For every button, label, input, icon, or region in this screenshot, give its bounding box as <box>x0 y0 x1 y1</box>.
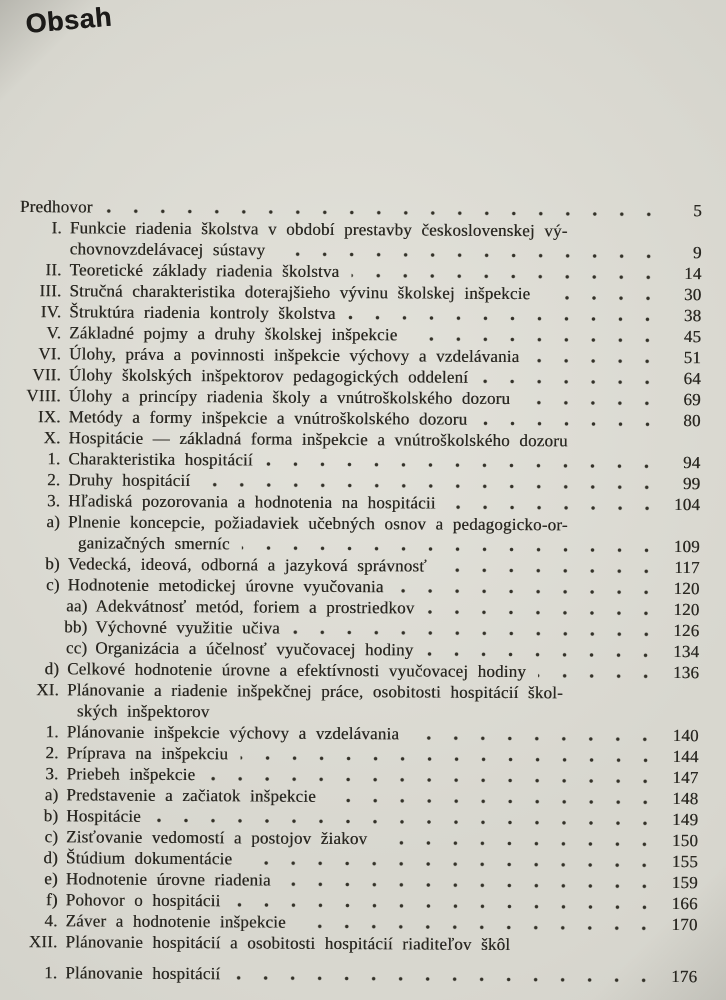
dot-leader <box>425 650 659 658</box>
toc-entry-marker: 3. <box>45 764 59 784</box>
toc-page-number: 134 <box>673 641 700 662</box>
toc-entry-marker: 1. <box>44 963 58 983</box>
toc-entry-marker: 4. <box>44 911 58 931</box>
toc-entry-title: Predstavenie a začiatok inšpekcie <box>66 785 316 806</box>
toc-page-number: 64 <box>683 369 701 389</box>
toc-page-number: 120 <box>673 599 700 620</box>
toc-entry-marker: II. <box>45 260 62 280</box>
dot-leader <box>244 859 658 869</box>
toc-entry-marker: cc) <box>65 638 88 658</box>
toc-entry-title: Štruktúra riadenia kontroly školstva <box>69 302 336 323</box>
toc-entry-title: chovnovzdelávacej sústavy <box>69 239 266 260</box>
toc-page-number: 144 <box>672 746 699 767</box>
toc-page-number: 38 <box>683 306 702 326</box>
toc-entry-title: ganizačných smerníc <box>77 533 230 554</box>
toc-entry-title: Vedecká, ideová, odborná a jazyková správnosť <box>67 554 427 576</box>
dot-leader <box>480 378 661 386</box>
toc-entry-marker: d) <box>44 659 60 679</box>
toc-entry-title: Funkcie riadenia školstva v období prestavby československej vý- <box>69 218 568 241</box>
toc-page-number: 140 <box>672 725 699 746</box>
toc-entry-title: Štúdium dokumentácie <box>65 848 233 869</box>
toc-entry-marker: f) <box>45 890 58 910</box>
toc-entry-title: Hľadiská pozorovania a hodnotenia na hospitácii <box>68 491 436 513</box>
dot-leader <box>232 974 657 984</box>
toc-entry-title: Základné pojmy a druhy školskej inšpekcie <box>69 323 398 345</box>
toc-entry-marker: c) <box>44 827 59 847</box>
toc-entry-marker: 3. <box>46 491 61 511</box>
dot-leader <box>207 775 658 785</box>
dot-leader <box>580 231 662 239</box>
toc-entry-marker: VI. <box>38 344 62 364</box>
toc-entry-marker: III. <box>39 281 62 301</box>
toc-page-number: 126 <box>673 620 700 641</box>
toc-entry-marker: a) <box>46 512 61 532</box>
toc-entry-marker: VII. <box>32 365 61 385</box>
toc-entry-marker: 1. <box>45 722 59 742</box>
toc-entry-title: Stručná charakteristika doterajšieho vývinu školskej inšpekcie <box>69 281 531 304</box>
toc-entry-title: Druhy hospitácií <box>68 470 191 491</box>
toc-page-number: 109 <box>673 537 700 557</box>
toc-entry-marker: b) <box>43 806 59 826</box>
toc-page-number: 30 <box>683 285 702 305</box>
toc-entry-marker: 2. <box>45 743 59 763</box>
toc-entry-title: Hospitácie <box>66 806 141 826</box>
dot-leader <box>348 314 662 323</box>
toc-row <box>15 931 697 956</box>
toc-page-number: 14 <box>684 264 702 284</box>
toc-entry-title: Plánovanie a riadenie inšpekčnej práce, osobitosti hospitácií škol- <box>66 680 563 703</box>
dot-leader <box>542 294 661 302</box>
dot-leader <box>396 587 660 596</box>
toc-entry-marker: IV. <box>40 302 62 322</box>
toc-page-number: 117 <box>674 558 700 578</box>
toc-entry-marker: XI. <box>36 680 60 700</box>
toc-page-number: 9 <box>692 243 702 263</box>
dot-leader <box>448 504 661 512</box>
toc-page-number: 159 <box>671 872 698 893</box>
toc-page-number: 104 <box>673 495 701 515</box>
toc-entry-marker: I. <box>51 218 62 238</box>
toc-entry-marker: e) <box>44 869 58 889</box>
toc-entry-title: Organizácia a účelnosť vyučovacej hodiny <box>95 638 414 660</box>
toc-page-number: 69 <box>683 390 701 410</box>
dot-leader <box>105 208 662 218</box>
dot-leader <box>221 712 658 722</box>
table-of-contents <box>15 196 702 987</box>
dot-leader <box>439 567 660 575</box>
toc-page-number: 166 <box>671 893 698 914</box>
toc-entry-title: Zisťovanie vedomostí a postojov žiakov <box>66 827 368 849</box>
dot-leader <box>538 672 659 680</box>
dot-leader <box>531 357 661 365</box>
toc-page-number: 120 <box>673 578 700 599</box>
dot-leader <box>277 251 662 260</box>
dot-leader <box>479 420 660 428</box>
toc-page-number: 150 <box>671 830 699 851</box>
toc-entry-marker: IX. <box>37 407 61 427</box>
toc-entry-title: Adekvátnosť metód, foriem a prostriedkov <box>95 596 415 618</box>
dot-leader <box>522 945 657 953</box>
toc-entry-marker: 2. <box>47 470 61 490</box>
dot-leader <box>379 839 658 848</box>
toc-entry-title: Príprava na inšpekciu <box>66 743 229 764</box>
toc-page-number: 155 <box>671 851 699 872</box>
toc-page-number: 45 <box>683 327 702 347</box>
toc-page-number: 94 <box>682 453 701 473</box>
toc-entry-title: Hodnotenie úrovne riadenia <box>65 869 271 890</box>
toc-entry-marker: aa) <box>66 596 88 616</box>
dot-leader <box>265 461 661 470</box>
dot-leader <box>153 817 658 827</box>
dot-leader <box>426 608 659 616</box>
dot-leader <box>283 881 658 890</box>
toc-page-number: 148 <box>672 788 699 809</box>
toc-entry-marker: VIII. <box>26 386 61 406</box>
toc-entry-title: ských inšpektorov <box>76 701 210 722</box>
dot-leader <box>580 525 660 532</box>
toc-entry-title: Metódy a formy inšpekcie a vnútroškolského dozoru <box>68 407 468 429</box>
toc-entry-marker: 1. <box>47 449 61 469</box>
toc-entry-title: Hodnotenie metodickej úrovne vyučovania <box>67 575 384 597</box>
toc-page-number: 149 <box>672 809 699 830</box>
dot-leader <box>232 901 657 911</box>
toc-entry-marker: c) <box>45 575 60 595</box>
toc-entry-title: Priebeh inšpekcie <box>66 764 196 785</box>
dot-leader <box>351 272 661 281</box>
toc-entry-title: Výchovné využitie učiva <box>95 617 280 638</box>
dot-leader <box>298 923 658 932</box>
toc-page-number: 147 <box>672 767 699 788</box>
dot-leader <box>240 754 659 764</box>
toc-entry-marker: V. <box>46 323 62 343</box>
toc-entry-title: Plánovanie inšpekcie výchovy a vzdelávania <box>66 722 400 744</box>
toc-entry-title: Charakteristika hospitácií <box>68 449 253 470</box>
toc-page-number: 170 <box>671 914 698 935</box>
toc-entry-title: Plánovanie hospitácií <box>65 963 221 984</box>
dot-leader <box>580 441 661 448</box>
dot-leader <box>409 335 661 344</box>
dot-leader <box>242 544 660 554</box>
toc-page-number: 176 <box>671 966 698 987</box>
dot-leader <box>202 481 660 491</box>
page-title: Obsah <box>24 1 114 40</box>
toc-page-number: 51 <box>683 348 702 368</box>
toc-entry-title: Teoretické základy riadenia školstva <box>69 260 340 281</box>
toc-entry-title: Úlohy, práva a povinnosti inšpekcie výchovy a vzdelávania <box>68 344 520 367</box>
toc-entry-title: Plnenie koncepcie, požiadaviek učebných osnov a pedagogicko-or- <box>67 512 568 535</box>
toc-page-number: 5 <box>693 201 702 221</box>
toc-entry-title: Pohovor o hospitácii <box>65 890 221 911</box>
toc-entry-title: Záver a hodnotenie inšpekcie <box>65 911 286 932</box>
toc-entry-title: Úlohy školských inšpektorov pedagogických oddelení <box>68 365 469 387</box>
toc-entry-title: Úlohy a princípy riadenia školy a vnútroškolského dozoru <box>68 386 511 408</box>
toc-entry-marker: d) <box>43 848 59 868</box>
dot-leader <box>575 693 659 701</box>
toc-entry-title: Celkové hodnotenie úrovne a efektívnosti vyučovacej hodiny <box>67 659 527 682</box>
toc-row <box>15 962 697 987</box>
toc-entry-marker: b) <box>45 554 60 574</box>
dot-leader <box>522 399 661 407</box>
dot-leader <box>292 629 659 638</box>
toc-entry-title: Plánovanie hospitácií a osobitosti hospitácií riaditeľov škôl <box>65 932 511 955</box>
toc-page-number: 99 <box>682 474 701 494</box>
toc-entry-marker: a) <box>44 785 59 805</box>
toc-entry-marker: X. <box>43 428 61 448</box>
dot-leader <box>411 734 659 743</box>
toc-entry-marker: bb) <box>64 617 88 637</box>
dot-leader <box>328 797 658 806</box>
toc-entry-title: Predhovor <box>19 196 93 217</box>
toc-entry-marker: XII. <box>28 932 58 952</box>
toc-page-number: 136 <box>672 662 700 683</box>
toc-entry-title: Hospitácie — základná forma inšpekcie a vnútroškolského dozoru <box>68 428 568 451</box>
toc-page-number: 80 <box>683 411 701 431</box>
